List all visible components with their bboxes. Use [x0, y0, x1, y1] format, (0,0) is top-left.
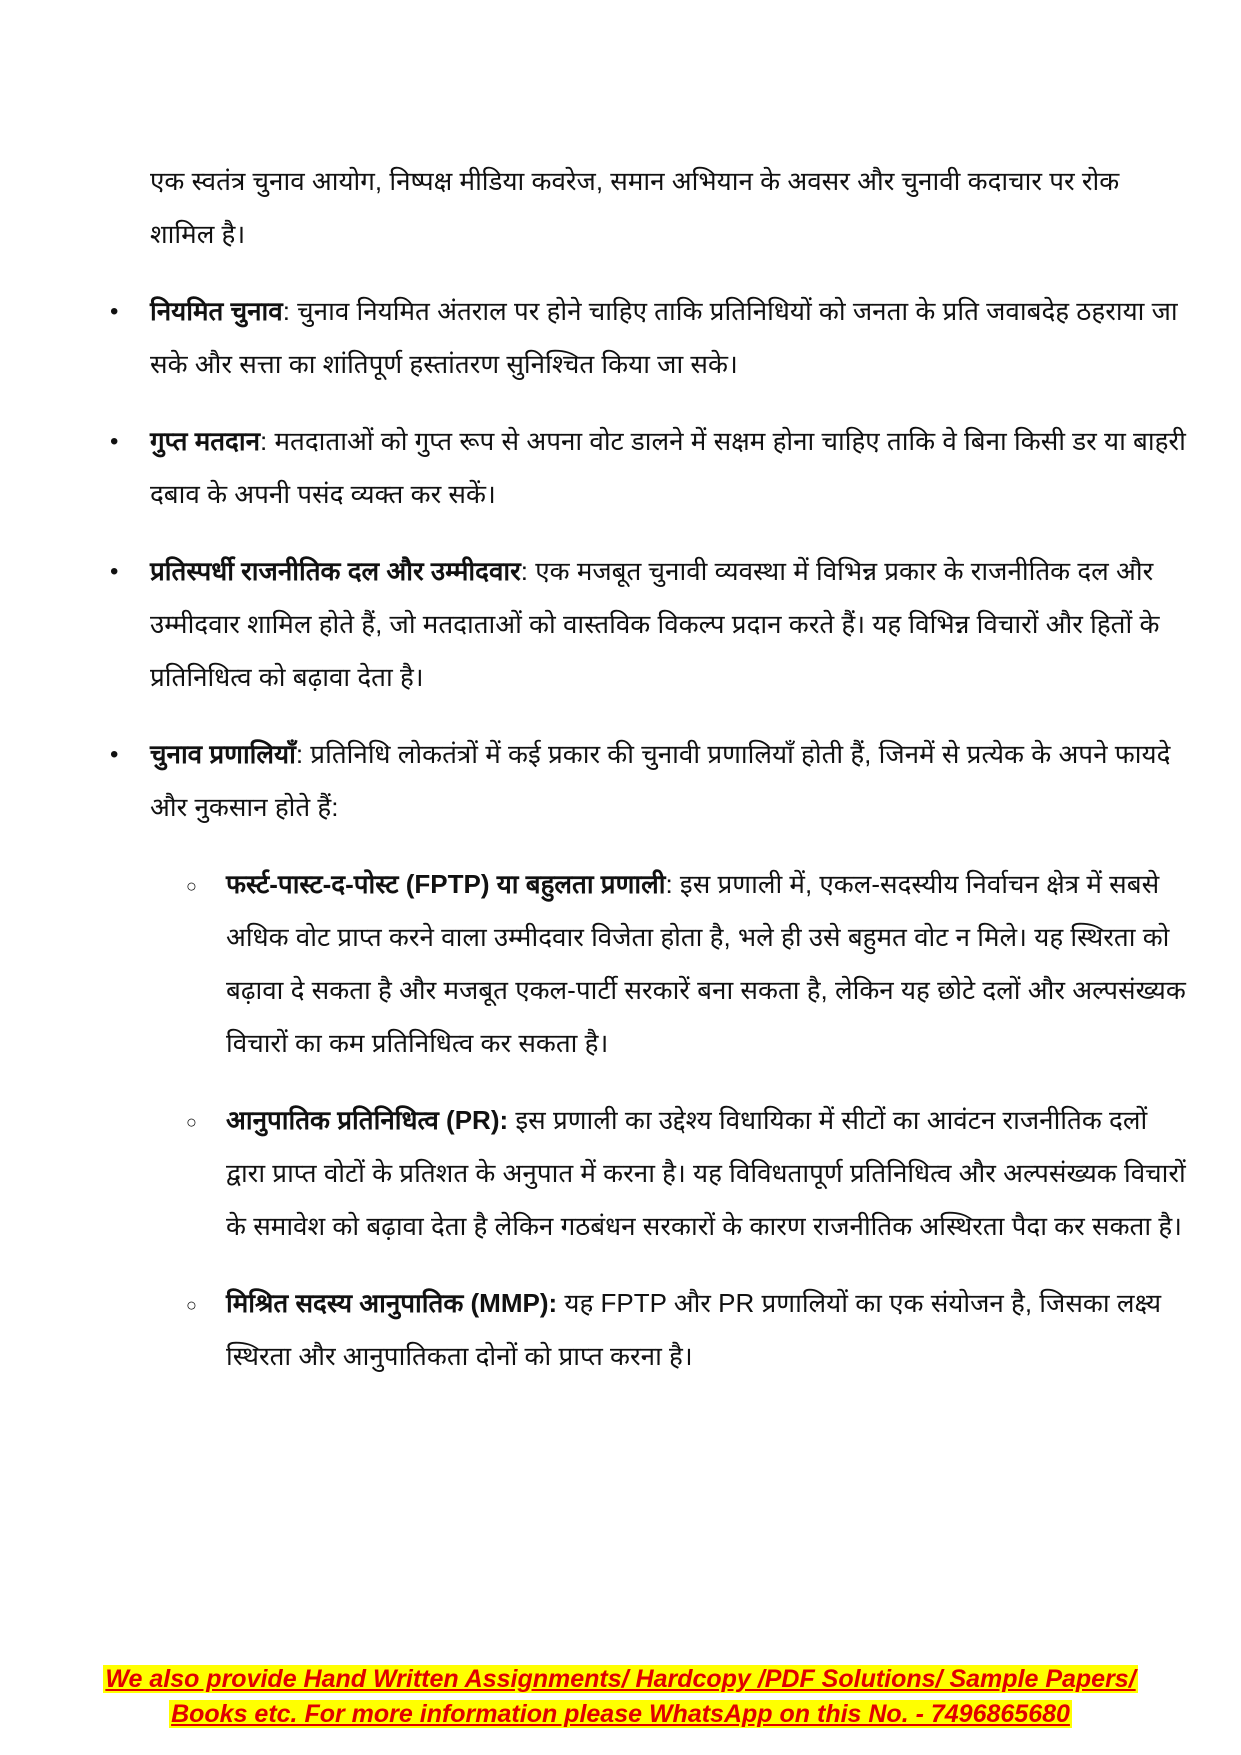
bullet-text: : एक मजबूत चुनावी व्यवस्था में विभिन्न प्रकार के राजनीतिक दल और उम्मीदवार शामिल होते हैं, जो मतदाताओं को वास्तविक विकल्प प्रदान करते हैं। यह विभिन्न विचारों और हितों के प्रतिनिधित्व को बढ़ावा देता है। [150, 556, 1160, 692]
bullet-icon: • [110, 558, 119, 585]
bullet-text: : मतदाताओं को गुप्त रूप से अपना वोट डालने में सक्षम होना चाहिए ताकि वे बिना किसी डर या बाहरी दबाव के अपनी पसंद व्यक्त कर सकें। [150, 426, 1186, 509]
document-body [110, 155, 1190, 1407]
bullet-item [110, 545, 1190, 704]
sub-bullet-text: यह FPTP और PR प्रणालियों का एक संयोजन है, जिसका लक्ष्य स्थिरता और आनुपातिकता दोनों को प्राप्त करना है। [226, 1288, 1162, 1371]
bullet-item [110, 728, 1190, 834]
bullet-icon: • [110, 741, 119, 768]
promo-footer [0, 1662, 1241, 1732]
bullet-title: गुप्त मतदान [150, 426, 261, 456]
footer-line-2: Books etc. For more information please WhatsApp on this No. - 7496865680 [171, 1700, 1070, 1728]
bullet-title: नियमित चुनाव [150, 296, 283, 326]
bullet-icon: • [110, 298, 119, 325]
intro-paragraph: एक स्वतंत्र चुनाव आयोग, निष्पक्ष मीडिया कवरेज, समान अभियान के अवसर और चुनावी कदाचार पर रोक शामिल है। [150, 166, 1120, 249]
sub-bullet-item [186, 1277, 1190, 1383]
sub-bullet-item [186, 1094, 1190, 1253]
sub-bullet-title: फर्स्ट-पास्ट-द-पोस्ट (FPTP) या बहुलता प्रणाली [226, 869, 666, 899]
bullet-icon: • [110, 428, 119, 455]
sub-bullet-title: मिश्रित सदस्य आनुपातिक (MMP): [226, 1288, 558, 1318]
bullet-text: : प्रतिनिधि लोकतंत्रों में कई प्रकार की चुनावी प्रणालियाँ होती हैं, जिनमें से प्रत्येक के अपने फायदे और नुकसान होते हैं: [150, 739, 1171, 822]
bullet-text: : चुनाव नियमित अंतराल पर होने चाहिए ताकि प्रतिनिधियों को जनता के प्रति जवाबदेह ठहराया जा सके और सत्ता का शांतिपूर्ण हस्तांतरण सुनिश्चित किया जा सके। [150, 296, 1178, 379]
circle-bullet-icon: ○ [186, 1112, 197, 1132]
circle-bullet-icon: ○ [186, 1295, 197, 1315]
bullet-title: चुनाव प्रणालियाँ [150, 739, 296, 769]
sub-bullet-text: इस प्रणाली का उद्देश्य विधायिका में सीटों का आवंटन राजनीतिक दलों द्वारा प्राप्त वोटों के प्रतिशत के अनुपात में करना है। यह विविधतापूर्ण प्रतिनिधित्व और अल्पसंख्यक विचारों के समावेश को बढ़ावा देता है लेकिन गठबंधन सरकारों के कारण राजनीतिक अस्थिरता पैदा कर सकता है। [226, 1105, 1186, 1241]
bullet-item [110, 415, 1190, 521]
sub-bullet-text: : इस प्रणाली में, एकल-सदस्यीय निर्वाचन क्षेत्र में सबसे अधिक वोट प्राप्त करने वाला उम्मीदवार विजेता होता है, भले ही उसे बहुमत वोट न मिले। यह स्थिरता को बढ़ावा दे सकता है और मजबूत एकल-पार्टी सरकारें बना सकता है, लेकिन यह छोटे दलों और अल्पसंख्यक विचारों का कम प्रतिनिधित्व कर सकता है। [226, 869, 1186, 1058]
bullet-item [110, 285, 1190, 391]
sub-bullet-title: आनुपातिक प्रतिनिधित्व (PR): [226, 1105, 509, 1135]
bullet-title: प्रतिस्पर्धी राजनीतिक दल और उम्मीदवार [150, 556, 521, 586]
circle-bullet-icon: ○ [186, 876, 197, 896]
sub-bullet-item [186, 858, 1190, 1070]
footer-line-1: We also provide Hand Written Assignments/ Hardcopy /PDF Solutions/ Sample Papers/ [105, 1665, 1136, 1693]
